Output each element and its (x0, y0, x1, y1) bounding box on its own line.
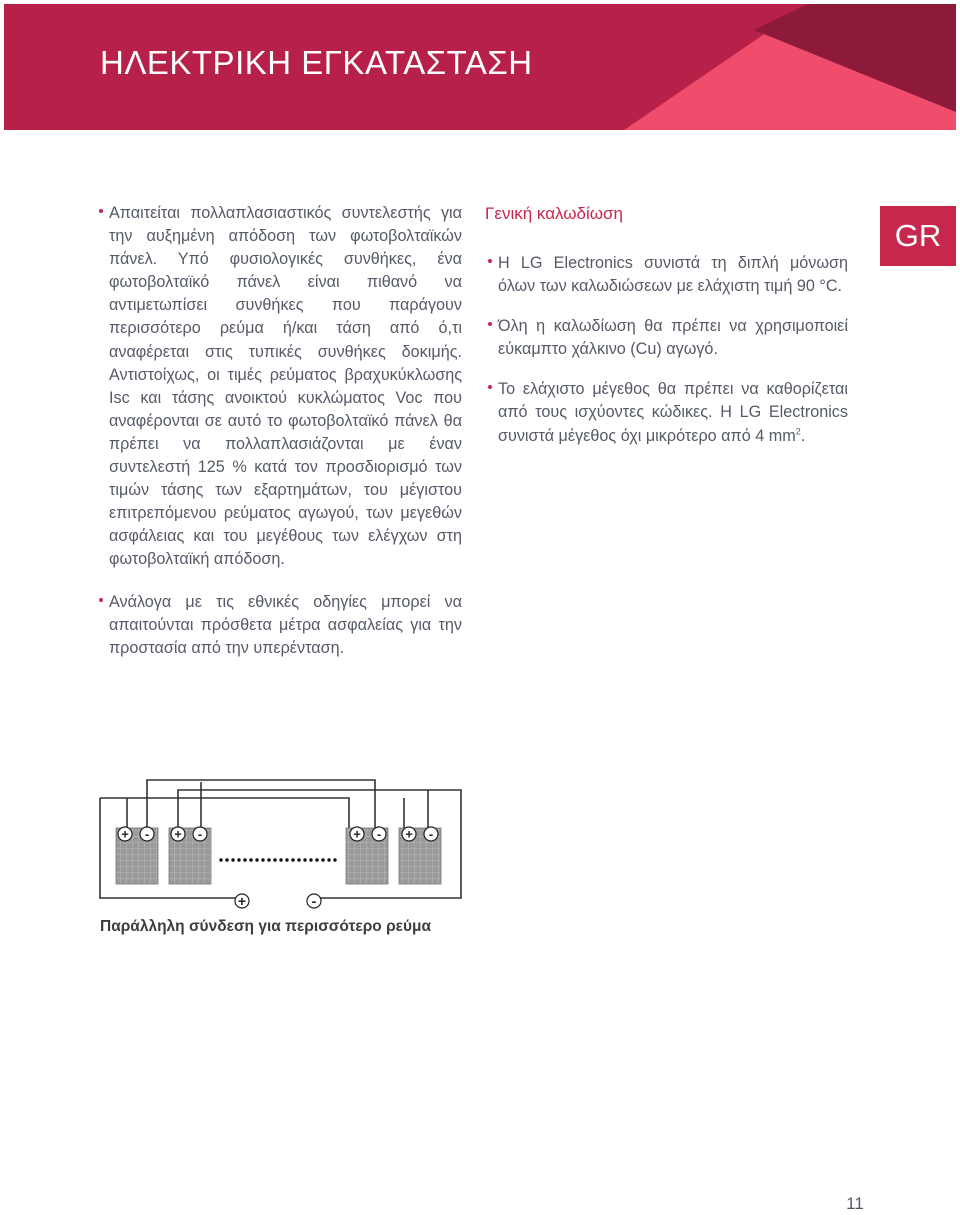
diagram-caption: Παράλληλη σύνδεση για περισσότερο ρεύμα (100, 918, 432, 935)
minimum-size-suffix: . (800, 426, 806, 445)
page-number: 11 (846, 1194, 864, 1213)
bullet-minimum-size (485, 378, 848, 447)
ellipsis-dots (219, 858, 336, 861)
bullet-double-insulation: Η LG Electronics συνιστά τη διπλή μόνωση όλων των καλωδιώσεων με ελάχιστη τιμή 90 °C. (485, 252, 848, 298)
minus-sign: - (428, 826, 434, 842)
output-plus-sign: + (237, 893, 247, 909)
page-title: ΗΛΕΚΤΡΙΚΗ ΕΓΚΑΤΑΣΤΑΣΗ (100, 44, 533, 81)
plus-sign: + (405, 826, 413, 842)
header-banner (4, 4, 956, 130)
output-minus-sign: - (311, 893, 317, 909)
parallel-connection-diagram (96, 770, 466, 915)
plus-sign: + (353, 826, 361, 842)
minus-sign: - (144, 826, 150, 842)
bullet-overcurrent-protection: Ανάλογα με τις εθνικές οδηγίες μπορεί να απαιτούνται πρόσθετα μέτρα ασφαλείας για την προστασία από την υπερένταση. (96, 591, 462, 660)
section-title-general-wiring: Γενική καλωδίωση (485, 204, 623, 223)
minus-sign: - (197, 826, 203, 842)
bullet-multiplication-factor: Απαιτείται πολλαπλασιαστικός συντελεστής για την αυξημένη απόδοση των φωτοβολταϊκών πάνελ. Υπό φυσιολογικές συνθήκες, ένα φωτοβολταϊκό πάνελ είναι πιθανό να αντιμετωπίσει συνθήκες που παράγουν περισσότερο ρεύμα ή/και τάση από ό,τι αναφέρεται στις τυπικές συνθήκες δοκιμής. Αντιστοίχως, οι τιμές ρεύματος βραχυκύκλωσης Isc και τάσης ανοικτού κυκλώματος Voc που αναφέρονται σε αυτό το φωτοβολταϊκό πάνελ θα πρέπει να πολλαπλασιάζονται με έναν συντελεστή 125 % κατά τον προσδιορισμό των τιμών τάσης των εξαρτημάτων, του μέγιστου επιτρεπόμενου ρεύματος αγωγού, των μεγεθών ασφάλειας και του μεγέθους των ελέγχων στη φωτοβολταϊκή απόδοση. (96, 202, 462, 572)
minimum-size-text: Το ελάχιστο μέγεθος θα πρέπει να καθορίζεται από τους ισχύοντες κώδικες. Η LG Electronics συνιστά μέγεθος όχι μικρότερο από 4 mm (498, 380, 848, 445)
plus-sign: + (121, 826, 129, 842)
plus-sign: + (174, 826, 182, 842)
bullet-copper-conductor: Όλη η καλωδίωση θα πρέπει να χρησιμοποιεί εύκαμπτο χάλκινο (Cu) αγωγό. (485, 315, 848, 361)
language-tab: GR (880, 206, 956, 266)
superscript-2: 2 (795, 426, 801, 437)
left-column (96, 202, 462, 660)
minus-sign: - (376, 826, 382, 842)
right-column (485, 202, 848, 448)
